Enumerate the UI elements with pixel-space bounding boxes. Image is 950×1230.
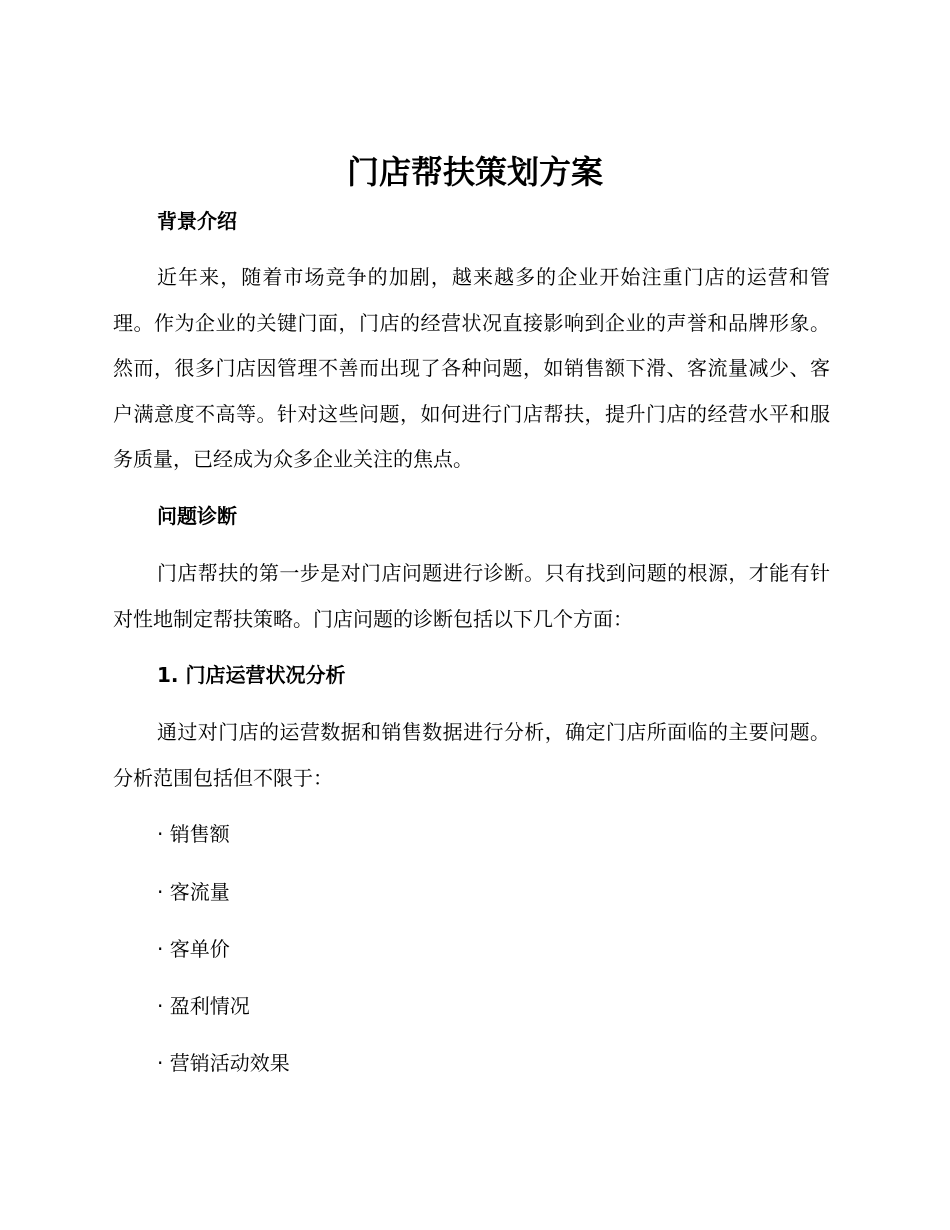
paragraph-background: 近年来，随着市场竞争的加剧，越来越多的企业开始注重门店的运营和管理。作为企业的关键门面，门店的经营状况直接影响到企业的声誉和品牌形象。然而，很多门店因管理不善而出现了各种问题，如销售额下滑、客流量减少、客户满意度不高等。针对这些问题，如何进行门店帮扶，提升门店的经营水平和服务质量，已经成为众多企业关注的焦点。 — [113, 265, 830, 471]
list-item: · 销售额 — [157, 822, 230, 846]
list-item: · 营销活动效果 — [157, 1051, 290, 1075]
paragraph-diagnosis: 门店帮扶的第一步是对门店问题进行诊断。只有找到问题的根源，才能有针对性地制定帮扶策略。门店问题的诊断包括以下几个方面： — [113, 561, 830, 631]
list-item: · 盈利情况 — [157, 994, 250, 1018]
list-item: · 客单价 — [157, 937, 230, 961]
list-item: · 客流量 — [157, 880, 230, 904]
document-title: 门店帮扶策划方案 — [346, 153, 603, 191]
paragraph-analysis: 通过对门店的运营数据和销售数据进行分析，确定门店所面临的主要问题。分析范围包括但不限于： — [113, 720, 830, 790]
section-heading-diagnosis: 问题诊断 — [157, 504, 237, 528]
section-heading-analysis: 1. 门店运营状况分析 — [157, 663, 346, 687]
section-heading-background: 背景介绍 — [157, 209, 237, 233]
